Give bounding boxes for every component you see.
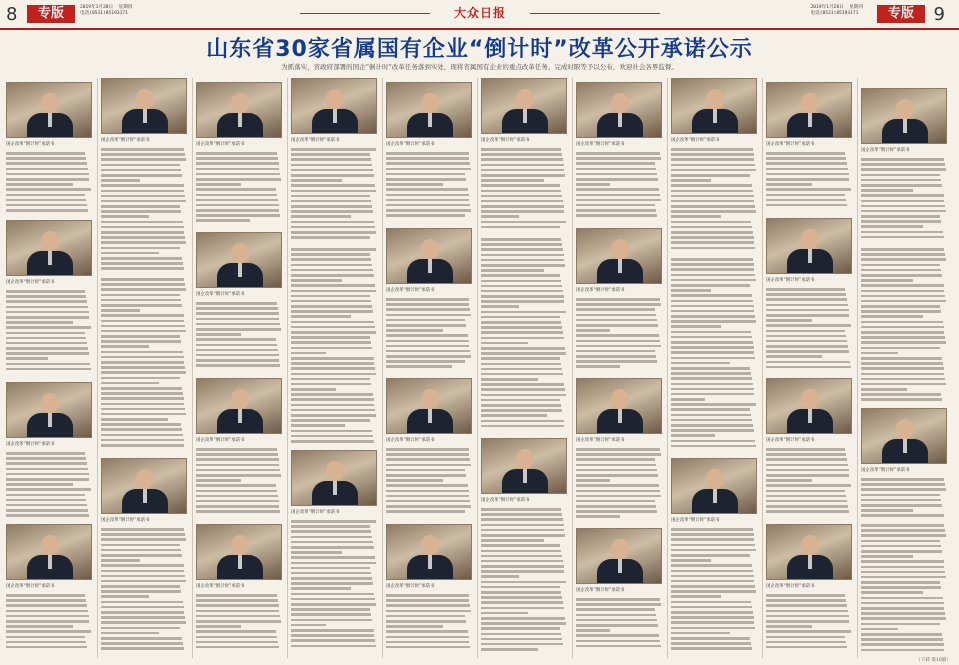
portrait-caption: 国企改革“倒计时”承诺书 (576, 288, 625, 293)
executive-portrait (481, 78, 567, 134)
portrait-caption: 国企改革“倒计时”承诺书 (386, 142, 435, 147)
executive-portrait (576, 378, 662, 434)
executive-portrait (6, 220, 92, 276)
continued-note: （下转 第10版） (916, 658, 951, 663)
column-10 (859, 78, 949, 658)
body-text-block (291, 520, 377, 654)
column-rule (572, 78, 573, 658)
portrait-caption: 国企改革“倒计时”承诺书 (671, 518, 720, 523)
portrait-shirt (333, 109, 337, 123)
portrait-face (421, 389, 439, 409)
portrait-caption: 国企改革“倒计时”承诺书 (6, 584, 55, 589)
portrait-face (706, 469, 724, 489)
right-meta-line2: 电话(0531)85193171 (810, 11, 859, 16)
portrait-shirt (523, 109, 527, 123)
left-meta-line1: 2019年1月28日 星期四 (80, 5, 133, 10)
body-text-block (861, 524, 947, 654)
portrait-shirt (428, 555, 432, 569)
executive-portrait (386, 524, 472, 580)
right-section-tag: 专版 (877, 5, 925, 23)
executive-portrait (386, 378, 472, 434)
executive-portrait (291, 78, 377, 134)
executive-portrait (6, 382, 92, 438)
portrait-shirt (143, 489, 147, 503)
portrait-face (896, 419, 914, 439)
portrait-shirt (48, 251, 52, 265)
portrait-face (611, 93, 629, 113)
portrait-shirt (808, 249, 812, 263)
portrait-caption: 国企改革“倒计时”承诺书 (766, 584, 815, 589)
body-text-block (6, 452, 92, 520)
portrait-caption: 国企改革“倒计时”承诺书 (101, 518, 150, 523)
executive-portrait (671, 78, 757, 134)
executive-portrait (101, 458, 187, 514)
executive-portrait (386, 82, 472, 138)
masthead-logo: 大众日报 (453, 6, 506, 20)
portrait-caption: 国企改革“倒计时”承诺书 (576, 438, 625, 443)
portrait-face (801, 535, 819, 555)
portrait-face (801, 389, 819, 409)
portrait-shirt (808, 113, 812, 127)
body-text-block (576, 152, 662, 224)
body-text-block (101, 148, 187, 274)
masthead-rule-right (530, 13, 660, 14)
portrait-caption: 国企改革“倒计时”承诺书 (291, 138, 340, 143)
executive-portrait (576, 228, 662, 284)
page-header (0, 0, 959, 30)
portrait-face (516, 449, 534, 469)
portrait-face (706, 89, 724, 109)
left-date-line (80, 5, 132, 17)
body-text-block (481, 148, 567, 234)
portrait-caption: 国企改革“倒计时”承诺书 (196, 584, 245, 589)
left-meta-line2: 电话(0531)85193171 (80, 11, 128, 16)
portrait-face (421, 535, 439, 555)
article-grid (4, 78, 955, 658)
portrait-shirt (238, 409, 242, 423)
portrait-caption: 国企改革“倒计时”承诺书 (386, 584, 435, 589)
page-title: 山东省30家省属国有企业“倒计时”改革公开承诺公示 (206, 37, 753, 62)
portrait-shirt (618, 559, 622, 573)
executive-portrait (861, 408, 947, 464)
portrait-face (41, 231, 59, 251)
portrait-face (136, 469, 154, 489)
executive-portrait (196, 82, 282, 138)
executive-portrait (386, 228, 472, 284)
portrait-caption: 国企改革“倒计时”承诺书 (101, 138, 150, 143)
executive-portrait (766, 218, 852, 274)
portrait-caption: 国企改革“倒计时”承诺书 (291, 510, 340, 515)
page-subtitle: 为抓落实，省政府部署的国企“倒计时”改革任务落到实处，现将省属国有企业的重点改革任务，完成时限等予以公布，欢迎社会各界监督。 (281, 63, 678, 71)
portrait-shirt (618, 113, 622, 127)
portrait-shirt (428, 409, 432, 423)
column-rule (857, 78, 858, 658)
portrait-face (136, 89, 154, 109)
portrait-caption: 国企改革“倒计时”承诺书 (766, 278, 815, 283)
body-text-block (386, 152, 472, 224)
masthead-rule-left (300, 13, 430, 14)
body-text-block (766, 594, 852, 654)
portrait-caption: 国企改革“倒计时”承诺书 (766, 438, 815, 443)
portrait-shirt (428, 259, 432, 273)
portrait-caption: 国企改革“倒计时”承诺书 (196, 292, 245, 297)
body-text-block (576, 598, 662, 654)
portrait-shirt (713, 109, 717, 123)
portrait-face (326, 461, 344, 481)
portrait-face (801, 93, 819, 113)
portrait-caption: 国企改革“倒计时”承诺书 (386, 438, 435, 443)
body-text-block (386, 298, 472, 374)
portrait-shirt (238, 113, 242, 127)
column-9 (764, 78, 854, 658)
body-text-block (861, 158, 947, 244)
column-4 (289, 78, 379, 658)
column-rule (192, 78, 193, 658)
body-text-block (481, 238, 567, 434)
portrait-shirt (48, 413, 52, 427)
portrait-face (231, 93, 249, 113)
portrait-face (231, 389, 249, 409)
body-text-block (196, 594, 282, 654)
portrait-caption: 国企改革“倒计时”承诺书 (6, 142, 55, 147)
portrait-caption: 国企改革“倒计时”承诺书 (6, 442, 55, 447)
body-text-block (386, 594, 472, 654)
column-rule (667, 78, 668, 658)
column-1 (4, 78, 94, 658)
executive-portrait (766, 82, 852, 138)
portrait-caption: 国企改革“倒计时”承诺书 (671, 138, 720, 143)
portrait-caption: 国企改革“倒计时”承诺书 (861, 148, 910, 153)
portrait-shirt (48, 113, 52, 127)
executive-portrait (671, 458, 757, 514)
portrait-shirt (808, 555, 812, 569)
body-text-block (101, 278, 187, 454)
portrait-shirt (143, 109, 147, 123)
body-text-block (101, 528, 187, 654)
body-text-block (481, 508, 567, 654)
body-text-block (861, 248, 947, 404)
body-text-block (6, 152, 92, 216)
body-text-block (766, 152, 852, 214)
portrait-face (421, 239, 439, 259)
portrait-caption: 国企改革“倒计时”承诺书 (861, 468, 910, 473)
portrait-caption: 国企改革“倒计时”承诺书 (481, 138, 530, 143)
body-text-block (6, 290, 92, 378)
body-text-block (766, 288, 852, 374)
portrait-face (421, 93, 439, 113)
body-text-block (671, 148, 757, 254)
executive-portrait (766, 378, 852, 434)
column-6 (479, 78, 569, 658)
column-2 (99, 78, 189, 658)
portrait-caption: 国企改革“倒计时”承诺书 (386, 288, 435, 293)
portrait-face (231, 243, 249, 263)
body-text-block (196, 302, 282, 374)
body-text-block (291, 148, 377, 244)
body-text-block (196, 152, 282, 228)
executive-portrait (861, 88, 947, 144)
right-meta-line1: 2019年1月28日 星期四 (810, 5, 863, 10)
portrait-caption: 国企改革“倒计时”承诺书 (196, 438, 245, 443)
portrait-face (611, 539, 629, 559)
portrait-face (801, 229, 819, 249)
body-text-block (291, 248, 377, 446)
portrait-face (896, 99, 914, 119)
executive-portrait (766, 524, 852, 580)
executive-portrait (576, 528, 662, 584)
column-8 (669, 78, 759, 658)
executive-portrait (101, 78, 187, 134)
portrait-shirt (48, 555, 52, 569)
portrait-shirt (523, 469, 527, 483)
body-text-block (766, 448, 852, 520)
column-7 (574, 78, 664, 658)
body-text-block (576, 298, 662, 374)
portrait-shirt (238, 555, 242, 569)
column-rule (382, 78, 383, 658)
portrait-caption: 国企改革“倒计时”承诺书 (481, 498, 530, 503)
portrait-shirt (618, 259, 622, 273)
executive-portrait (196, 232, 282, 288)
portrait-caption: 国企改革“倒计时”承诺书 (576, 142, 625, 147)
portrait-shirt (333, 481, 337, 495)
portrait-shirt (238, 263, 242, 277)
body-text-block (6, 594, 92, 654)
column-3 (194, 78, 284, 658)
portrait-face (326, 89, 344, 109)
portrait-shirt (808, 409, 812, 423)
body-text-block (576, 448, 662, 524)
portrait-shirt (903, 119, 907, 133)
portrait-shirt (618, 409, 622, 423)
portrait-shirt (903, 439, 907, 453)
portrait-face (516, 89, 534, 109)
portrait-face (41, 393, 59, 413)
left-section-tag: 专版 (27, 5, 75, 23)
column-5 (384, 78, 474, 658)
executive-portrait (481, 438, 567, 494)
portrait-caption: 国企改革“倒计时”承诺书 (766, 142, 815, 147)
column-rule (762, 78, 763, 658)
portrait-caption: 国企改革“倒计时”承诺书 (576, 588, 625, 593)
executive-portrait (6, 524, 92, 580)
column-rule (97, 78, 98, 658)
left-page-number: 8 (6, 4, 18, 25)
executive-portrait (6, 82, 92, 138)
right-page-number: 9 (933, 4, 945, 25)
executive-portrait (196, 524, 282, 580)
body-text-block (196, 448, 282, 520)
body-text-block (861, 478, 947, 520)
portrait-caption: 国企改革“倒计时”承诺书 (6, 280, 55, 285)
portrait-caption: 国企改革“倒计时”承诺书 (196, 142, 245, 147)
body-text-block (671, 258, 757, 454)
body-text-block (386, 448, 472, 520)
column-rule (477, 78, 478, 658)
portrait-shirt (713, 489, 717, 503)
column-rule (287, 78, 288, 658)
right-date-line (811, 5, 863, 17)
portrait-face (611, 389, 629, 409)
portrait-face (231, 535, 249, 555)
portrait-shirt (428, 113, 432, 127)
body-text-block (671, 528, 757, 654)
executive-portrait (576, 82, 662, 138)
portrait-face (41, 93, 59, 113)
executive-portrait (291, 450, 377, 506)
portrait-face (41, 535, 59, 555)
portrait-face (611, 239, 629, 259)
executive-portrait (196, 378, 282, 434)
